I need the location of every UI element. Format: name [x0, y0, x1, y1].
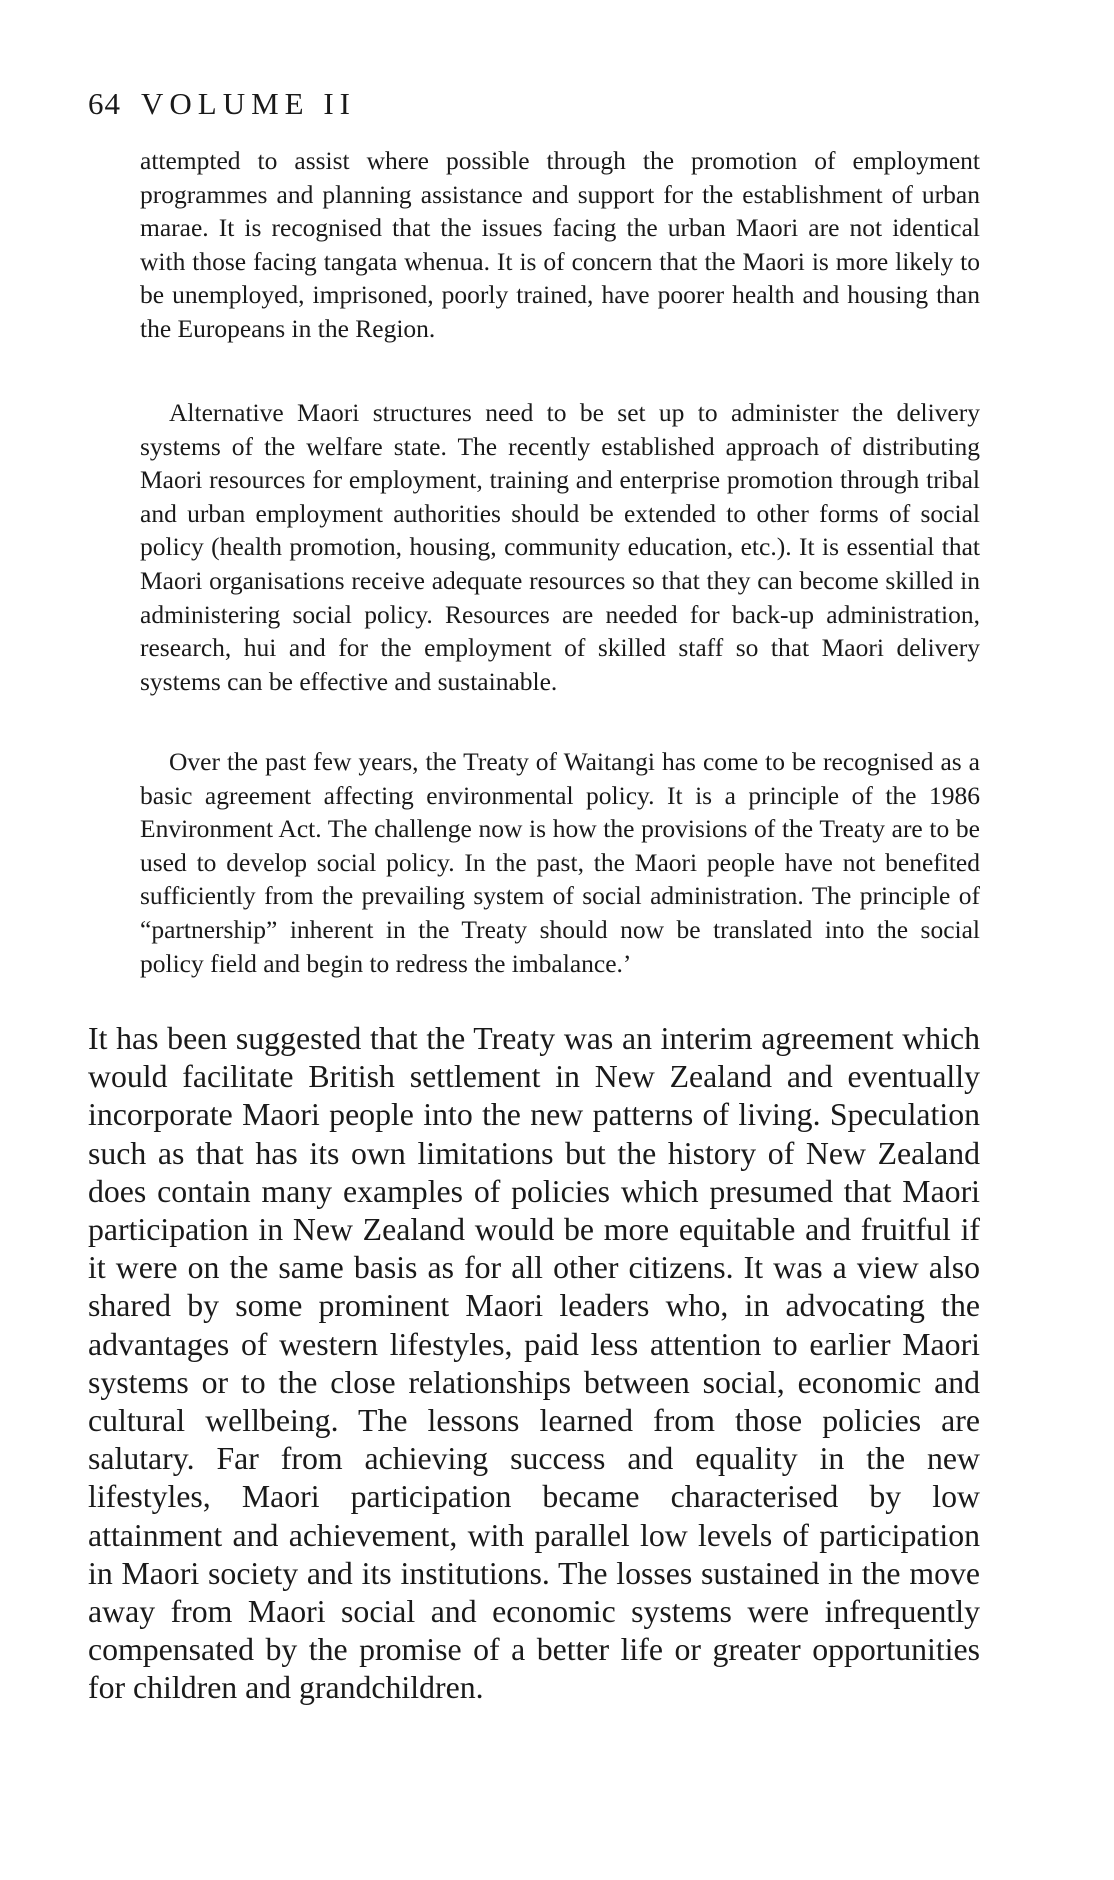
page-number: 64	[88, 86, 121, 121]
body-paragraph: It has been suggested that the Treaty was an interim agreement which would facilitate British settlement in New Zealand and eventually incorporate Maori people into the new patterns of living. Speculation such as that has its own limitations but the history of New Zealand does contain many examples of policies which presumed that Maori participation in New Zealand would be more equitable and fruitful if it were on the same basis as for all other citizens. It was a view also shared by some prominent Maori leaders who, in advocating the advantages of western lifestyles, paid less attention to earlier Maori systems or to the close relationships between social, economic and cultural wellbeing. The lessons learned from those policies are salutary. Far from achieving success and equality in the new lifestyles, Maori participation became characterised by low attainment and achievement, with parallel low levels of participation in Maori society and its institutions. The losses sustained in the move away from Maori social and economic systems were infrequently compensated by the promise of a better life or greater opportunities for children and grandchildren.	[88, 1021, 980, 1706]
volume-label: VOLUME II	[141, 86, 356, 121]
quote-paragraph-3: Over the past few years, the Treaty of Waitangi has come to be recognised as a basic agreement affecting environmental policy. It is a principle of the 1986 Environment Act. The challenge now is how the provisions of the Treaty are to be used to develop social policy. In the past, the Maori people have not benefited sufficiently from the prevailing system of social administration. The principle of “partnership” inherent in the Treaty should now be translated into the social policy field and begin to redress the imbalance.’	[140, 747, 980, 978]
running-head	[88, 84, 356, 124]
quote-paragraph-2: Alternative Maori structures need to be set up to administer the delivery systems of the welfare state. The recently established approach of distributing Maori resources for employment, training and enterprise promotion through tribal and urban employment authorities should be extended to other forms of social policy (health promotion, housing, community education, etc.). It is essential that Maori organisations receive adequate resources so that they can become skilled in administering social policy. Resources are needed for back-up administration, research, hui and for the employment of skilled staff so that Maori delivery systems can be effective and sustainable.	[140, 398, 980, 696]
quote-paragraph-1: attempted to assist where possible through the promotion of employment programmes and planning assistance and support for the establishment of urban marae. It is recognised that the issues facing the urban Maori are not identical with those facing tangata whenua. It is of concern that the Maori is more likely to be unemployed, imprisoned, poorly trained, have poorer health and housing than the Europeans in the Region.	[140, 146, 980, 343]
